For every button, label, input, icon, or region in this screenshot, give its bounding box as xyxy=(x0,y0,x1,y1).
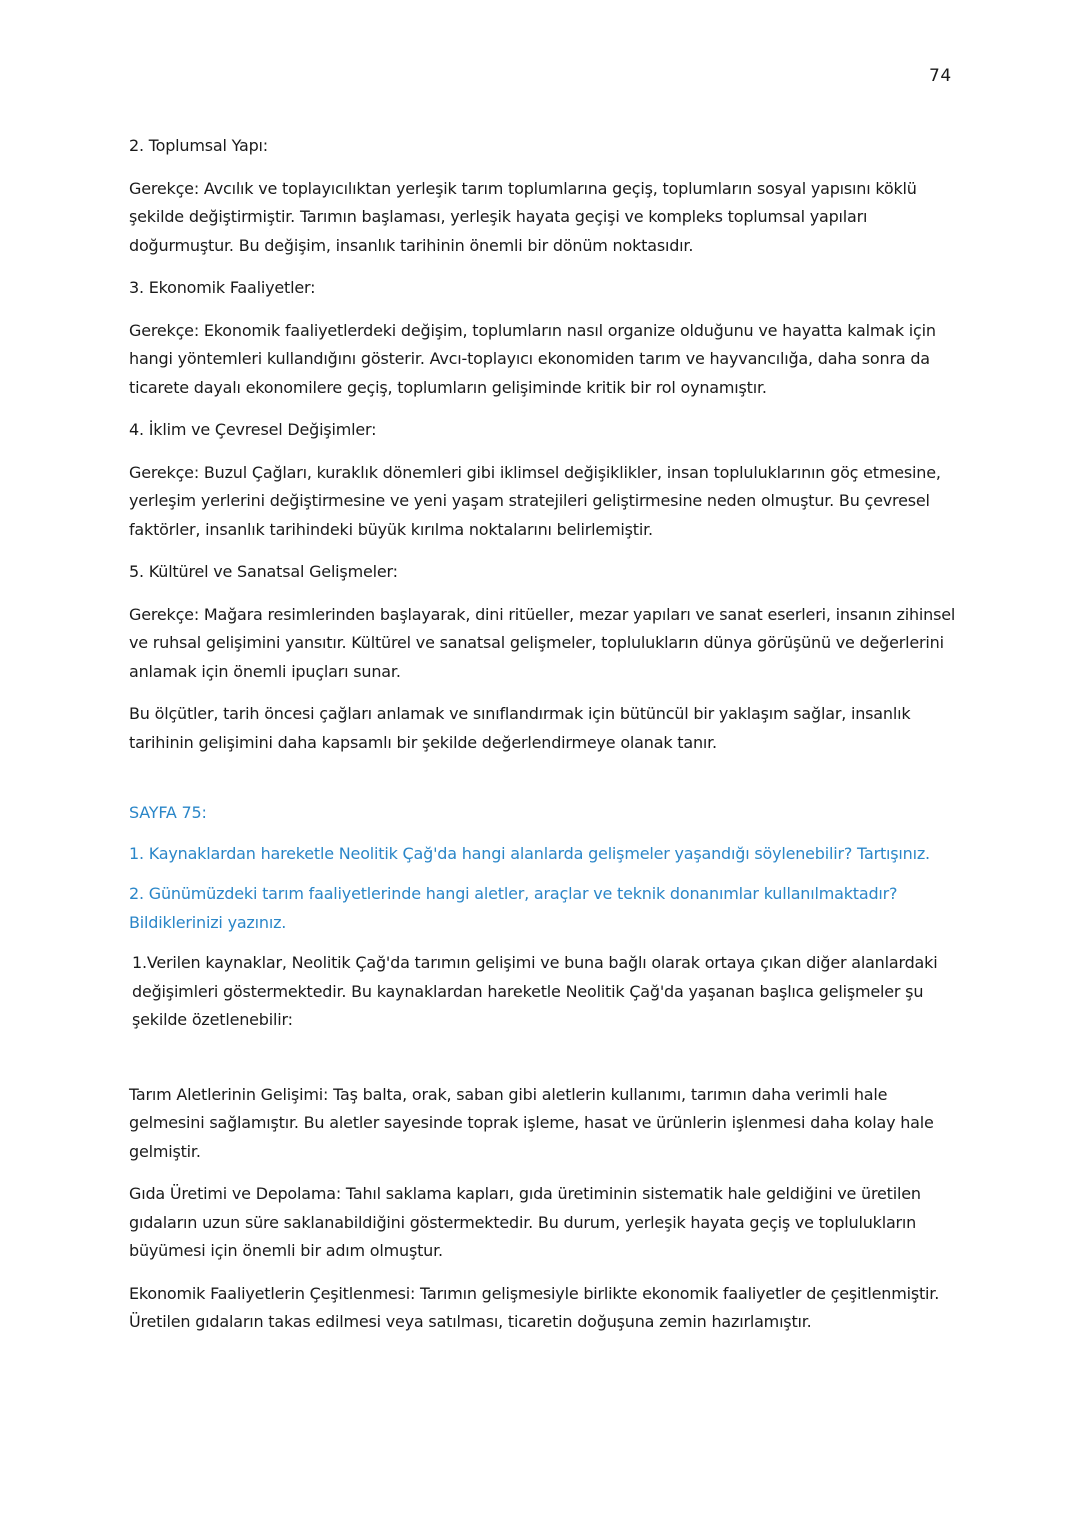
sayfa-label: SAYFA 75: xyxy=(129,803,207,822)
conclusion-paragraph: Bu ölçütler, tarih öncesi çağları anlamak ve sınıflandırmak için bütüncül bir yaklaşım sağlar, insanlık tarihinin gelişimini daha kapsamlı bir şekilde değerlendirmeye olanak tanır. xyxy=(129,704,911,752)
question-2: 2. Günümüzdeki tarım faaliyetlerinde hangi aletler, araçlar ve teknik donanımlar kullanılmaktadır? Bildiklerinizi yazınız. xyxy=(129,884,898,932)
question-1: 1. Kaynaklardan hareketle Neolitik Çağ'da hangi alanlarda gelişmeler yaşandığı söylenebilir? Tartışınız. xyxy=(129,843,930,863)
section-paragraph: Gerekçe: Avcılık ve toplayıcılıktan yerleşik tarım toplumlarına geçiş, toplumların sosyal yapısını köklü şekilde değiştirmiştir. Tarımın başlaması, yerleşik hayata geçişi ve kompleks toplumsal yapıları doğurmuştur. Bu değişim, insanlık tarihinin önemli bir dönüm noktasıdır. xyxy=(129,178,917,255)
section-heading: 2. Toplumsal Yapı: xyxy=(129,136,268,155)
section-heading: 5. Kültürel ve Sanatsal Gelişmeler: xyxy=(129,562,398,581)
spacer xyxy=(129,1035,959,1081)
section-paragraph: Gerekçe: Buzul Çağları, kuraklık dönemleri gibi iklimsel değişiklikler, insan topluluklarının göç etmesine, yerleşim yerlerini değiştirmesine ve yeni yaşam stratejileri geliştirmesine neden olmuştur. Bu çevresel faktörler, insanlık tarihindeki büyük kırılma noktalarını belirlemiştir. xyxy=(129,462,941,539)
answer-intro: 1.Verilen kaynaklar, Neolitik Çağ'da tarımın gelişimi ve buna bağlı olarak ortaya çıkan diğer alanlardaki değişimleri göstermektedir. Bu kaynaklardan hareketle Neolitik Çağ'da yaşanan başlıca gelişmeler şu şekilde özetlenebilir: xyxy=(132,953,938,1029)
section-heading: 3. Ekonomik Faaliyetler: xyxy=(129,278,316,297)
page-content xyxy=(129,132,959,1351)
answer-item: Ekonomik Faaliyetlerin Çeşitlenmesi: Tarımın gelişmesiyle birlikte ekonomik faaliyetler de çeşitlenmiştir. Üretilen gıdaların takas edilmesi veya satılması, ticaretin doğuşuna zemin hazırlamıştır. xyxy=(129,1283,940,1331)
answer-item: Tarım Aletlerinin Gelişimi: Taş balta, orak, saban gibi aletlerin kullanımı, tarımın daha verimli hale gelmesini sağlamıştır. Bu aletler sayesinde toprak işleme, hasat ve ürünlerin işlenmesi daha kolay hale gelmiştir. xyxy=(129,1084,934,1161)
page-number: 74 xyxy=(929,66,952,86)
section-heading: 4. İklim ve Çevresel Değişimler: xyxy=(129,420,377,439)
answer-item: Gıda Üretimi ve Depolama: Tahıl saklama kapları, gıda üretiminin sistematik hale geldiğini ve üretilen gıdaların uzun süre saklanabildiğini göstermektedir. Bu durum, yerleşik hayata geçiş ve toplulukların büyümesi için önemli bir adım olmuştur. xyxy=(129,1184,921,1260)
section-paragraph: Gerekçe: Ekonomik faaliyetlerdeki değişim, toplumların nasıl organize olduğunu ve hayatta kalmak için hangi yöntemleri kullandığını gösterir. Avcı-toplayıcı ekonomiden tarım ve hayvancılığa, daha sonra da ticarete dayalı ekonomilere geçiş, toplumların gelişiminde kritik bir rol oynamıştır. xyxy=(129,320,936,397)
section-paragraph: Gerekçe: Mağara resimlerinden başlayarak, dini ritüeller, mezar yapıları ve sanat eserleri, insanın zihinsel ve ruhsal gelişimini yansıtır. Kültürel ve sanatsal gelişmeler, toplulukların dünya görüşünü ve değerlerini anlamak için önemli ipuçları sunar. xyxy=(129,604,956,681)
